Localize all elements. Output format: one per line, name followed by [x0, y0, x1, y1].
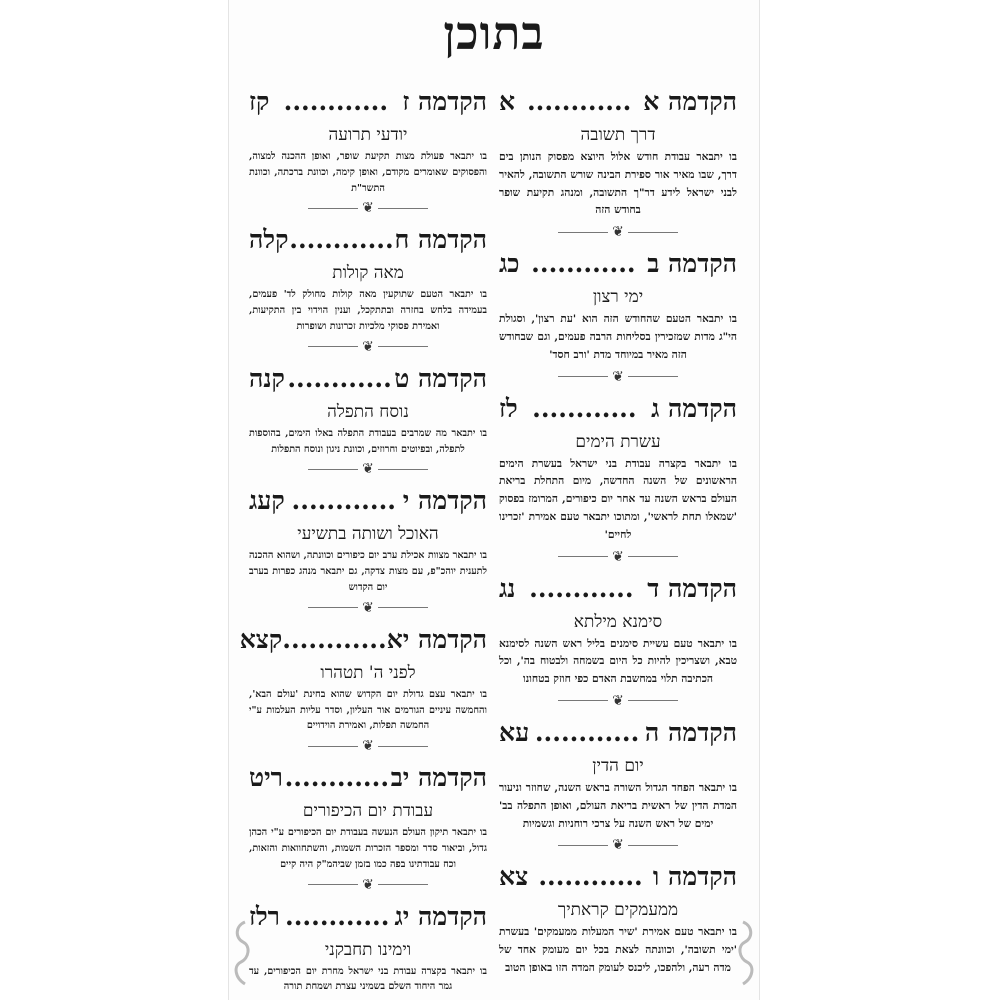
- toc-entry-dots: ............: [289, 225, 394, 255]
- divider-ornament: [499, 835, 737, 855]
- divider-ornament: [249, 875, 487, 895]
- ornament-icon: ❦: [612, 692, 624, 709]
- toc-entry-description: בו יתבאר עצם גדולת יום הקדוש שהוא בחינת 'עולם הבא', והחמשה עיניים הגורמים אור העליון, וסדר עליות העלמות ע"י החמשה תפלות, ואמירת הוידויים: [249, 688, 487, 732]
- toc-entry-heading: [249, 762, 487, 794]
- toc-entry-dots: ............: [534, 717, 640, 747]
- toc-entry-dots: ............: [531, 249, 636, 279]
- toc-entry-page-number: קנה: [249, 363, 285, 393]
- page-title: בתוכן: [443, 6, 545, 60]
- toc-entry-heading: [499, 861, 737, 893]
- toc-entry: [499, 86, 737, 242]
- divider-line: [308, 208, 358, 209]
- divider-line: [308, 884, 358, 885]
- toc-entry: [249, 363, 487, 480]
- toc-entry-subtitle: מאה קולות: [332, 263, 404, 284]
- toc-entry-description: בו יתבאר בקצרה עבודת בני ישראל בעשרת הימים הראשונים של השנה החדשה, מיום התחלת בריאת העולם בראש השנה עד אחר יום כיפורים, המרומז בפסוק 'שמאלו תחת לראשי', ומתוכו יתבאר טעם אמירת 'זכרינו לחיים': [499, 457, 737, 541]
- toc-entry-subtitle: יודעי תרועה: [328, 125, 408, 145]
- toc-entry-description: בו יתבאר מה שמרבים בעבודת התפלה באלו הימים, בהוספות לתפלה, ובפיוטים וחרוזים, וכוונת ניגון ונוסח התפלות: [249, 427, 487, 455]
- toc-column-right: [499, 86, 737, 978]
- toc-entry-title: הקדמה יג: [394, 901, 487, 931]
- toc-entry-page-number: קעג: [249, 486, 285, 516]
- toc-entry-dots: ............: [283, 87, 389, 116]
- toc-entry-dots: ............: [287, 363, 392, 393]
- scroll-ornament-right: [735, 918, 757, 988]
- ornament-icon: ❦: [362, 200, 374, 217]
- toc-entry: [499, 248, 737, 386]
- toc-entry-description: בו יתבאר הפחד הגדול השורה בראש השנה, שחוזר וניעור המדת הדין של ראשית בריאת העולם, ואופן התפלה בב' ימים של ראש השנה על צרכי רוחניות וגשמיות: [499, 781, 737, 830]
- divider-line: [378, 607, 428, 608]
- ornament-icon: ❦: [612, 224, 624, 241]
- toc-entry-page-number: עא: [499, 717, 530, 747]
- divider-line: [558, 700, 608, 701]
- divider-line: [558, 232, 608, 233]
- ornament-icon: ❦: [362, 599, 374, 616]
- toc-entry-title: הקדמה ז: [402, 87, 487, 116]
- divider-line: [308, 607, 358, 608]
- toc-entry-page-number: נג: [499, 573, 516, 603]
- toc-entry-heading: [249, 485, 487, 517]
- toc-entry-dots: ............: [285, 901, 390, 931]
- toc-entry: [239, 624, 487, 756]
- divider-ornament: [499, 222, 737, 242]
- toc-entry-dots: ............: [282, 624, 387, 654]
- toc-entry-dots: ............: [538, 862, 643, 892]
- divider-line: [378, 884, 428, 885]
- toc-entry-page-number: א: [499, 87, 516, 116]
- toc-entry-title: הקדמה יב: [390, 763, 487, 793]
- toc-entry-description: בו יתבאר עבודת חודש אלול היוצא מפסוק הנותן בים דרך, שבו מאיר אור ספירת הבינה שורש התשובה, להאיר לבני ישראל לידע דר"ך התשובה, ומנהג תקיעת שופר בחודש הזה: [499, 151, 737, 217]
- divider-line: [558, 556, 608, 557]
- toc-entry-page-number: כג: [499, 249, 520, 279]
- toc-entry: [249, 224, 487, 356]
- divider-line: [378, 346, 428, 347]
- toc-entry-page-number: קלה: [249, 225, 289, 255]
- toc-entry-title: הקדמה ג: [651, 393, 737, 423]
- toc-entry-title: הקדמה ד: [647, 573, 737, 603]
- divider-ornament: [499, 547, 737, 567]
- ornament-icon: ❦: [612, 837, 624, 854]
- toc-entry-description: בו יתבאר תיקון העולם הנעשה בעבודת יום הכיפורים ע"י הכהן גדול, וביאור סדר ומספר הזכרות השמות, והשתחוואות והזאות, וכח עבודתינו בפה כמו בזמן שביהמ"ק היה קיים: [249, 827, 487, 870]
- toc-entry-subtitle: וימינו תחבקני: [324, 939, 412, 960]
- ornament-icon: ❦: [362, 338, 374, 355]
- toc-entry-dots: ............: [526, 87, 632, 116]
- ornament-icon: ❦: [612, 548, 624, 565]
- scroll-ornament-left: [231, 918, 253, 988]
- divider-ornament: [499, 691, 737, 711]
- toc-entry-heading: [249, 901, 487, 933]
- toc-entry-description: בו יתבאר פעולת מצות תקיעת שופר, ואופן ההכנה למצוה, והפסוקים שאומרים מקודם, ואופן קימה, וכוונת ברכתה, וכוונת התשר"ת: [249, 151, 487, 194]
- toc-entry-description: בו יתבאר טעם אמירת 'שיר המעלות ממעמקים' בעשרת 'ימי תשובה', וכוונתה לצאת בכל יום מעומק אחד של מדה רעה, ולהפכו, ליכנס לעומק המדה הזו באופן הטוב: [499, 926, 737, 974]
- divider-ornament: [249, 198, 487, 218]
- toc-entry-description: בו יתבאר הטעם שתוקעין מאה קולות מחולק לד' פעמים, בעמידה בלחש בחזרה ובתתקכל, וענין הוידוי בין התקיעות, ואמירת פסוקי מלכיות זכרונות ושופרות: [249, 289, 487, 332]
- toc-entry-subtitle: יום הדין: [592, 755, 644, 776]
- toc-entry-title: הקדמה ח: [394, 225, 487, 255]
- toc-entry-title: הקדמה יא: [386, 624, 487, 654]
- toc-entry-subtitle: לפני ה' תטהרו: [320, 662, 416, 683]
- toc-entry-page-number: לז: [499, 393, 518, 423]
- toc-entry: [249, 901, 487, 996]
- ornament-icon: ❦: [362, 461, 374, 478]
- toc-entry-heading: [249, 363, 487, 395]
- toc-entry: [249, 485, 487, 617]
- divider-line: [558, 845, 608, 846]
- divider-line: [308, 469, 358, 470]
- toc-entry: [499, 717, 737, 855]
- toc-entry-dots: ............: [284, 763, 390, 793]
- toc-entry: [249, 762, 487, 894]
- divider-ornament: [499, 367, 737, 387]
- toc-entry: [499, 861, 737, 977]
- toc-entry-description: בו יתבאר מצוות אכילת ערב יום כיפורים וכוונתה, ושהוא ההכנה לתענית יוהכ"פ, עם מצות צדקה, גם יתבאר מנהג כפרות בערב יום הקדוש: [249, 550, 487, 593]
- toc-entry-subtitle: ממעמקים קראתיך: [557, 900, 679, 921]
- toc-entry-subtitle: האוכל ושותה בתשיעי: [297, 524, 439, 545]
- toc-entry-page-number: קצא: [239, 624, 283, 654]
- divider-line: [628, 556, 678, 557]
- toc-entry-description: בו יתבאר טעם עשיית סימנים בליל ראש השנה לסימנא טבא, ושצריכין להיות כל היום בשמחה ולבטוח בה', וכל הכתיבה תלוי במחשבת האדם כפי חוזק בטחונו: [499, 637, 737, 686]
- toc-entry-title: הקדמה ב: [647, 249, 737, 279]
- toc-entry-subtitle: נוסח התפלה: [327, 401, 409, 422]
- toc-entry-heading: [249, 86, 487, 118]
- toc-entry-description: בו יתבאר בקצרה עבודת בני ישראל מחרת יום הכיפורים, עד גמר היחוד השלם בשמיני עצרת ושמחת תורה: [249, 965, 487, 993]
- toc-entry-heading: [499, 393, 737, 425]
- toc-entry-title: הקדמה י: [402, 486, 487, 516]
- divider-line: [308, 346, 358, 347]
- toc-entry-subtitle: עבודת יום הכיפורים: [302, 801, 434, 822]
- toc-entry-heading: [239, 624, 487, 656]
- divider-ornament: [249, 598, 487, 618]
- toc-entry-dots: ............: [532, 393, 637, 423]
- toc-entry-subtitle: עשרת הימים: [575, 431, 661, 452]
- toc-entry-dots: ............: [291, 486, 396, 516]
- toc-entry-title: הקדמה ט: [394, 363, 487, 393]
- divider-ornament: [249, 337, 487, 357]
- divider-ornament: [249, 736, 487, 756]
- toc-entry-page-number: צא: [499, 862, 529, 892]
- divider-line: [628, 700, 678, 701]
- divider-line: [378, 746, 428, 747]
- divider-ornament: [249, 459, 487, 479]
- ornament-icon: ❦: [612, 368, 624, 385]
- divider-line: [558, 376, 608, 377]
- toc-entry-description: בו יתבאר הטעם שהחודש הזה הוא 'עת רצון', וסגולת הי"ג מדות שמזכירין בסליחות הרבה פעמים, וגם שבחודש הזה מאיר במיוחד מדת 'ורב חסד': [499, 313, 737, 361]
- toc-entry-dots: ............: [529, 573, 634, 603]
- divider-line: [308, 746, 358, 747]
- toc-entry-title: הקדמה ו: [652, 862, 737, 892]
- toc-entry-heading: [499, 86, 737, 118]
- divider-line: [628, 232, 678, 233]
- toc-entry: [249, 86, 487, 218]
- toc-entry-subtitle: דרך תשובה: [580, 125, 656, 145]
- divider-line: [378, 469, 428, 470]
- toc-entry-page-number: קז: [249, 87, 270, 116]
- toc-entry-subtitle: ימי רצון: [592, 287, 644, 308]
- toc-column-left: [239, 86, 487, 995]
- toc-entry-title: הקדמה א: [643, 87, 737, 116]
- toc-entry-heading: [499, 573, 737, 605]
- ornament-icon: ❦: [362, 876, 374, 893]
- ornament-icon: ❦: [362, 738, 374, 755]
- toc-entry-page-number: ריט: [249, 763, 283, 793]
- divider-line: [628, 376, 678, 377]
- toc-entry-page-number: רלז: [249, 901, 280, 931]
- toc-entry: [499, 393, 737, 567]
- toc-entry-heading: [499, 717, 737, 749]
- divider-line: [378, 208, 428, 209]
- toc-entry: [499, 573, 737, 711]
- divider-line: [628, 845, 678, 846]
- toc-entry-heading: [499, 248, 737, 280]
- toc-entry-subtitle: סימנא מילתא: [573, 611, 663, 632]
- toc-page: [228, 0, 760, 1000]
- toc-entry-title: הקדמה ה: [644, 717, 737, 747]
- toc-entry-heading: [249, 224, 487, 256]
